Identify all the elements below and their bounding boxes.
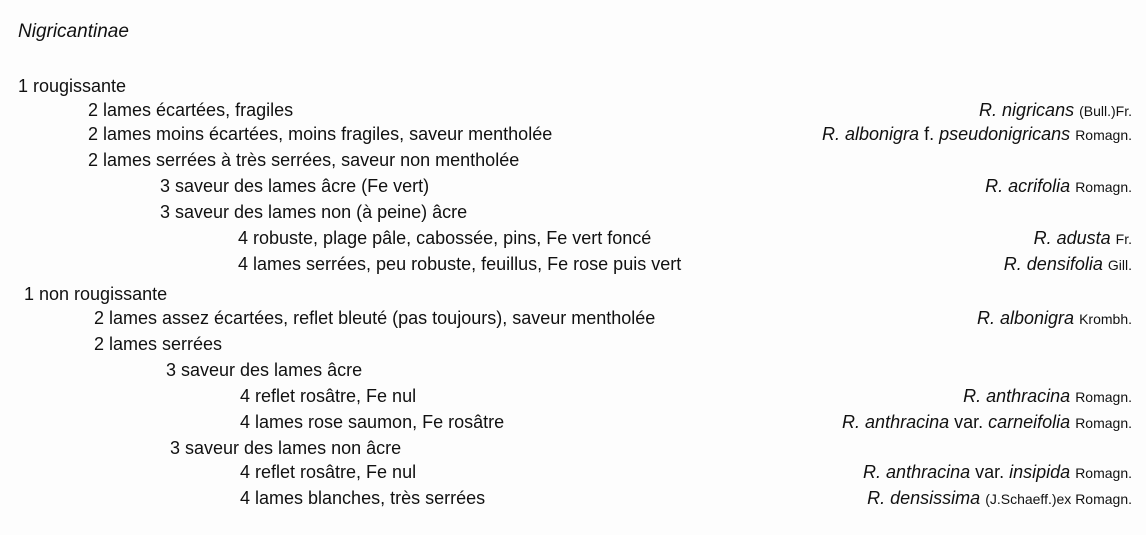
key-lead-text: 3 saveur des lames âcre (Fe vert) xyxy=(160,176,430,196)
key-row xyxy=(0,98,1146,122)
taxon-infraspecific: insipida xyxy=(1009,462,1071,482)
key-row xyxy=(0,174,1146,198)
key-row xyxy=(0,122,1146,146)
key-row xyxy=(0,358,1146,382)
taxon-name xyxy=(863,460,1132,485)
taxon-name xyxy=(979,98,1132,123)
taxon-name xyxy=(977,306,1132,331)
key-lead-text: 2 lames moins écartées, moins fragiles, saveur mentholée xyxy=(88,124,553,144)
taxon-name xyxy=(842,410,1132,435)
taxon-author: Romagn. xyxy=(1075,389,1132,405)
taxon-rank: var. xyxy=(970,462,1010,482)
key-lead-text: 4 lames rose saumon, Fe rosâtre xyxy=(240,412,505,432)
key-row xyxy=(0,282,1146,306)
taxon-name xyxy=(1004,252,1132,277)
taxon-species: R. densissima xyxy=(867,488,981,508)
key-lead-text: 4 lames blanches, très serrées xyxy=(240,488,486,508)
key-lead-text: 2 lames serrées à très serrées, saveur non mentholée xyxy=(88,150,520,170)
key-lead-text: 2 lames assez écartées, reflet bleuté (pas toujours), saveur mentholée xyxy=(94,308,656,328)
key-lead-text: 3 saveur des lames non âcre xyxy=(170,438,402,458)
key-lead-text: 3 saveur des lames âcre xyxy=(166,360,363,380)
key-lead-text: 4 lames serrées, peu robuste, feuillus, Fe rose puis vert xyxy=(238,254,682,274)
taxon-author: (J.Schaeff.)ex Romagn. xyxy=(985,491,1132,507)
key-row xyxy=(0,200,1146,224)
taxon-author: Fr. xyxy=(1115,231,1132,247)
key-lead-text: 1 non rougissante xyxy=(24,284,168,304)
taxon-author: Romagn. xyxy=(1075,465,1132,481)
key-lead-text: 4 reflet rosâtre, Fe nul xyxy=(240,386,417,406)
key-row xyxy=(0,410,1146,434)
taxon-author: Romagn. xyxy=(1075,415,1132,431)
taxon-species: R. anthracina xyxy=(963,386,1071,406)
taxon-author: Romagn. xyxy=(1075,127,1132,143)
taxon-species: R. albonigra xyxy=(977,308,1075,328)
key-row xyxy=(0,306,1146,330)
taxon-name xyxy=(1034,226,1132,251)
key-lead-text: 2 lames écartées, fragiles xyxy=(88,100,294,120)
key-row xyxy=(0,384,1146,408)
key-lead-text: 1 rougissante xyxy=(18,76,127,96)
key-row xyxy=(0,148,1146,172)
taxon-rank: f. xyxy=(919,124,940,144)
taxon-species: R. albonigra xyxy=(822,124,920,144)
taxon-name xyxy=(985,174,1132,199)
taxon-species: R. densifolia xyxy=(1003,254,1103,274)
key-title: Nigricantinae xyxy=(18,21,129,42)
taxon-infraspecific: carneifolia xyxy=(988,412,1071,432)
taxon-author: Krombh. xyxy=(1079,311,1132,327)
taxon-name xyxy=(867,486,1132,511)
taxon-species: R. acrifolia xyxy=(985,176,1071,196)
key-row xyxy=(0,332,1146,356)
key-lead-text: 4 reflet rosâtre, Fe nul xyxy=(240,462,417,482)
key-lead-text: 3 saveur des lames non (à peine) âcre xyxy=(160,202,468,222)
taxon-species: R. nigricans xyxy=(979,100,1075,120)
key-row xyxy=(0,486,1146,510)
taxon-rank: var. xyxy=(949,412,989,432)
taxon-name xyxy=(822,122,1132,147)
taxon-author: Romagn. xyxy=(1075,179,1132,195)
taxon-name xyxy=(963,384,1132,409)
key-row xyxy=(0,74,1146,98)
taxon-species: R. adusta xyxy=(1033,228,1111,248)
taxon-species: R. anthracina xyxy=(863,462,971,482)
key-row xyxy=(0,226,1146,250)
taxon-author: Gill. xyxy=(1107,257,1132,273)
taxon-infraspecific: pseudonigricans xyxy=(939,124,1071,144)
key-row xyxy=(0,252,1146,276)
key-row xyxy=(0,460,1146,484)
taxon-species: R. anthracina xyxy=(842,412,950,432)
key-lead-text: 2 lames serrées xyxy=(94,334,223,354)
key-lead-text: 4 robuste, plage pâle, cabossée, pins, Fe vert foncé xyxy=(238,228,652,248)
taxon-author: (Bull.)Fr. xyxy=(1079,103,1132,119)
key-row xyxy=(0,436,1146,460)
